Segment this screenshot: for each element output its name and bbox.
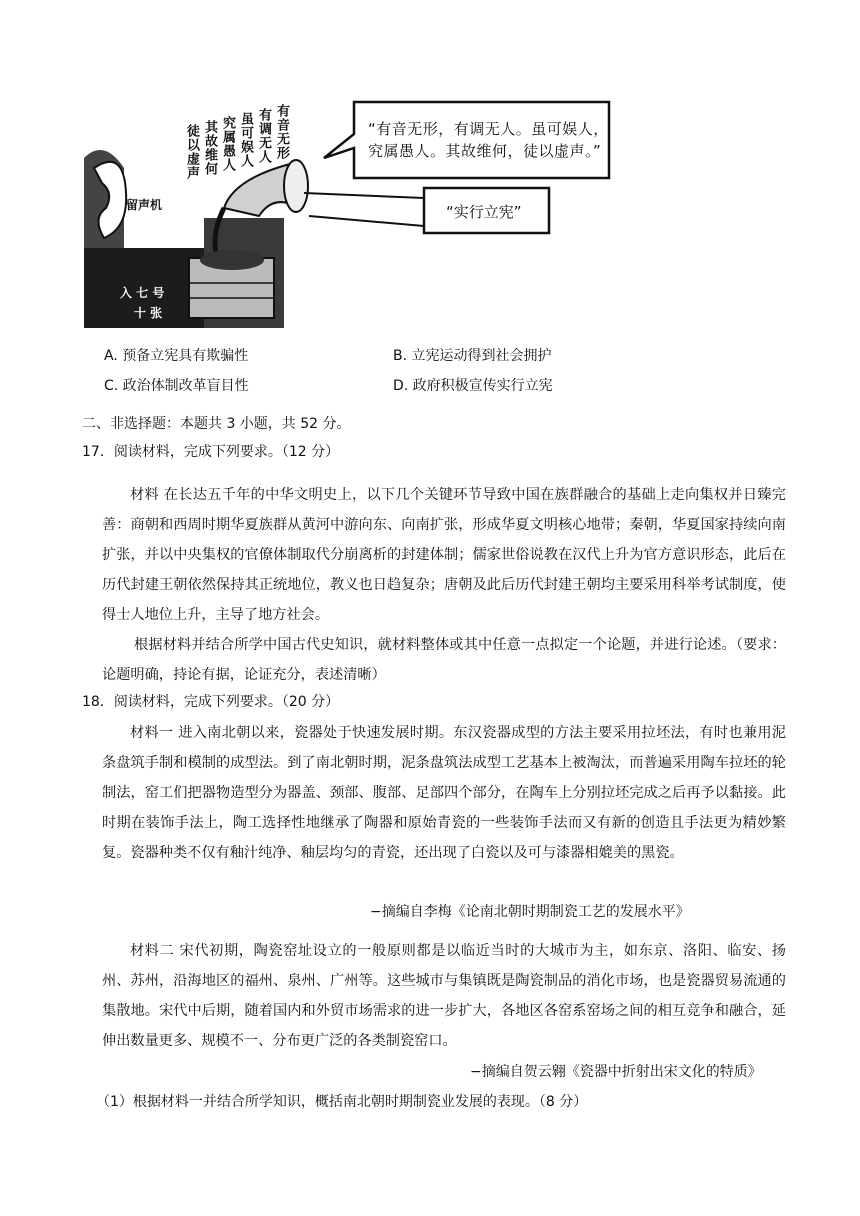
cartoon-vertical-text-2: 有调无人 [256, 108, 271, 164]
option-d: D. 政府积极宣传实行立宪 [393, 378, 553, 394]
option-b: B. 立宪运动得到社会拥护 [393, 348, 552, 364]
question-18-material-1: 材料一 进入南北朝以来，瓷器处于快速发展时期。东汉瓷器成型的方法主要采用拉坯法，有时也兼用泥条盘筑手制和模制的成型法。到了南北朝时期，泥条盘筑法成型工艺基本上被淘汰，而普遍采用陶车拉坯的轮制法，窑工们把器物造型分为器盖、颈部、腹部、足部四个部分，在陶车上分别拉坯完成之后再予以黏接。此时期在装饰手法上，陶工选择性地继承了陶器和原始青瓷的一些装饰手法而又有新的创造且手法更为精妙繁复。瓷器种类不仅有釉汁纯净、釉层均匀的青瓷，还出现了白瓷以及可与漆器相媲美的黑瓷。 [102, 725, 786, 861]
question-18-source-2: −摘编自贺云翱《瓷器中折射出宋文化的特质》 [470, 1064, 762, 1080]
speech-bubble-line-1: “有音无形，有调无人。虽可娱人， [368, 120, 609, 138]
speech-bubble-line-2: 究属愚人。其故维何，徒以虚声。” [368, 142, 602, 160]
question-17-requirement: 根据材料并结合所学中国古代史知识，就材料整体或其中任意一点拟定一个论题，并进行论述。（要求：论题明确，持论有据，论证充分，表述清晰） [102, 637, 786, 683]
question-18-source-1: −摘编自李梅《论南北朝时期制瓷工艺的发展水平》 [370, 904, 690, 920]
question-18-title: 18．阅读材料，完成下列要求。（20 分） [82, 694, 340, 710]
cartoon-vertical-text-6: 徒以虚声 [184, 124, 199, 180]
gramophone-label: 留声机 [126, 198, 163, 212]
cartoon-vertical-text-5: 其故维何 [202, 120, 217, 176]
option-c: C. 政治体制改革盲目性 [104, 378, 249, 394]
cartoon-caption-2: 十 张 [134, 306, 163, 320]
cartoon-vertical-text-1: 有音无形 [274, 104, 289, 160]
cartoon-vertical-text-3: 虽可娱人 [238, 112, 253, 168]
cartoon-caption-1: 入 七 号 [120, 286, 165, 300]
option-a: A. 预备立宪具有欺骗性 [104, 348, 249, 364]
cartoon-illustration [84, 98, 614, 328]
question-18-sub-1: （1）根据材料一并结合所学知识，概括南北朝时期制瓷业发展的表现。（8 分） [96, 1094, 588, 1110]
section-2-header: 二、非选择题：本题共 3 小题，共 52 分。 [82, 416, 351, 432]
question-18-material-2: 材料二 宋代初期，陶瓷窑址设立的一般原则都是以临近当时的大城市为主，如东京、洛阳、临安、扬州、苏州，沿海地区的福州、泉州、广州等。这些城市与集镇既是陶瓷制品的消化市场，也是瓷器贸易流通的集散地。宋代中后期，随着国内和外贸市场需求的进一步扩大，各地区各窑系窑场之间的相互竞争和融合，延伸出数量更多、规模不一、分布更广泛的各类制瓷窑口。 [102, 943, 786, 1049]
question-17-material: 材料 在长达五千年的中华文明史上，以下几个关键环节导致中国在族群融合的基础上走向集权并日臻完善：商朝和西周时期华夏族群从黄河中游向东、向南扩张，形成华夏文明核心地带；秦朝，华夏国家持续向南扩张，并以中央集权的官僚体制取代分崩离析的封建体制；儒家世俗说教在汉代上升为官方意识形态，此后在历代封建王朝依然保持其正统地位，教义也日趋复杂；唐朝及此后历代封建王朝均主要采用科举考试制度，使得士人地位上升，主导了地方社会。 [102, 487, 786, 623]
question-17-title: 17．阅读材料，完成下列要求。（12 分） [82, 444, 340, 460]
constitution-tag-text: “实行立宪” [446, 203, 522, 221]
cartoon-vertical-text-4: 究属愚人 [220, 116, 235, 172]
